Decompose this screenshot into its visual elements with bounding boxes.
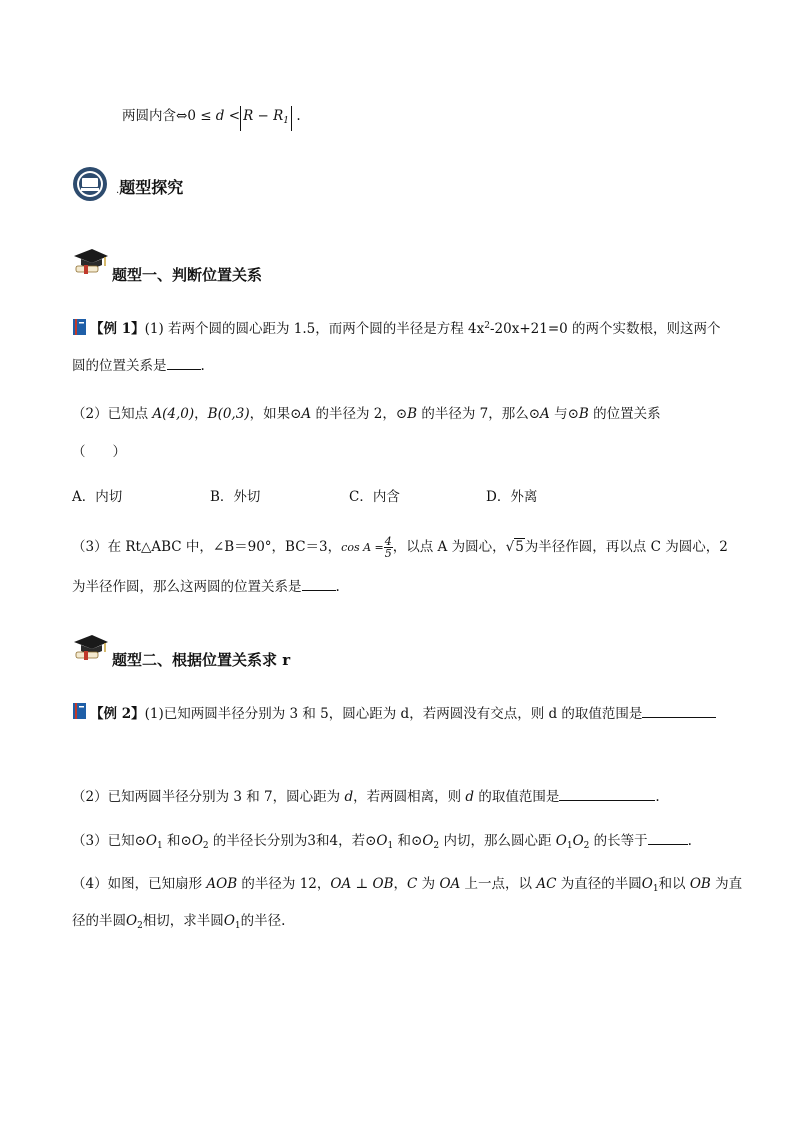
ex2-q2-text-c: 的取值范围是 [474, 789, 560, 805]
q4-line2-a: 径的半圆 [72, 913, 126, 929]
o-label-2: O [191, 833, 203, 849]
ex1-q1-line2-text: 圆的位置关系是 [72, 358, 167, 374]
o1-sub: 1 [652, 884, 659, 894]
ex2-label: 【例 2】 [90, 706, 145, 722]
section-title: 题型探究 [119, 178, 184, 197]
sqrt-radicand: 5 [515, 539, 524, 555]
q2-text-f: 与⊙ [549, 406, 579, 422]
q4-text-b: 的半径为 12， [237, 876, 331, 892]
intro-line [122, 106, 301, 131]
ex1-q1-line2 [72, 355, 205, 376]
ex1-q1-sup: 2 [484, 321, 490, 331]
section-heading [116, 175, 183, 198]
q2-text-e: 的半径为 7，那么⊙ [417, 406, 541, 422]
o-label-3: O [376, 833, 388, 849]
q4-line2-c: 的半径. [240, 913, 286, 929]
ex2-q3-text-f: 的长等于 [589, 833, 648, 849]
circle-b-label: B [407, 406, 418, 422]
ex2-q1 [90, 703, 716, 724]
ex2-q3 [72, 830, 692, 856]
sub-4: 2 [433, 841, 440, 851]
ex2-q4-line2 [72, 911, 285, 936]
choice-d[interactable]: D．外离 [486, 489, 538, 505]
r-expr: R − R [243, 108, 284, 124]
answer-blank[interactable] [167, 355, 201, 370]
ex2-q4-line1 [72, 874, 742, 899]
book-icon-2 [72, 702, 88, 720]
sqrt: √5 [505, 539, 524, 555]
q2-text-b: ， [194, 406, 208, 422]
ex2-q2-end: . [655, 789, 660, 805]
segment-oa: OA [439, 876, 461, 892]
intro-text: 两圆内含 [122, 108, 176, 124]
q3-text-b: ，以点 A 为圆心， [392, 539, 506, 555]
ex2-q3-end: . [687, 833, 692, 849]
condition-text: 0 ≤ [187, 108, 216, 124]
answer-blank-4[interactable] [559, 786, 655, 801]
fraction-den: 5 [384, 547, 392, 560]
sub-1: 1 [156, 841, 163, 851]
o2-label: O [126, 913, 138, 929]
var-d-2: d [344, 789, 354, 805]
choice-a[interactable]: A．内切 [72, 489, 123, 505]
q4-text-h: 为直 [710, 876, 743, 892]
book-icon [72, 318, 88, 336]
ex2-q2 [72, 786, 660, 807]
point-b: B(0,3) [207, 406, 250, 422]
q3-line2-text: 为半径作圆，那么这两圆的位置关系是 [72, 579, 302, 595]
q4-text-g: 和以 [658, 876, 690, 892]
ex1-q1-end: . [200, 358, 205, 374]
graduation-cap-icon-2 [72, 632, 110, 662]
segment-ac: AC [536, 876, 557, 892]
perp-expr: OA ⊥ OB [330, 876, 394, 892]
o1-label: O [641, 876, 653, 892]
o1-sub-2: 1 [234, 921, 241, 931]
o1-label-2: O [223, 913, 235, 929]
q3-text-a: （3）在 Rt△ABC 中，∠B＝90°，BC＝3， [72, 539, 342, 555]
o-label-4: O [422, 833, 434, 849]
abs-value [240, 106, 292, 131]
q3-text-c: 为半径作圆，再以点 C 为圆心，2 [524, 539, 728, 555]
choice-c[interactable]: C．内含 [349, 489, 400, 505]
q2-text-c: ，如果⊙ [249, 406, 302, 422]
sub-5: 1 [566, 841, 573, 851]
ex1-q1-text-a: (1) 若两个圆的圆心距为 1.5，而两个圆的半径是方程 4x [144, 321, 485, 337]
condition-text-2: < [224, 108, 241, 124]
ex2-q2-text-a: （2）已知两圆半径分别为 3 和 7，圆心距为 [72, 789, 345, 805]
ex2-q1-text: (1)已知两圆半径分别为 3 和 5，圆心距为 d，若两圆没有交点，则 d 的取值范围是 [144, 706, 643, 722]
ex1-label: 【例 1】 [90, 321, 145, 337]
section-dot: . [116, 185, 120, 196]
iff-symbol: ⇔ [176, 108, 188, 124]
answer-blank-2[interactable] [302, 576, 336, 591]
sector-aob: AOB [206, 876, 238, 892]
sub-6: 2 [583, 841, 590, 851]
fraction [384, 536, 393, 559]
circle-a-label-2: A [540, 406, 550, 422]
ex2-q3-text-a: （3）已知⊙ [72, 833, 146, 849]
o-label: O [145, 833, 157, 849]
intro-end: . [292, 108, 301, 124]
q2-text-a: （2）已知点 [72, 406, 153, 422]
q4-text-c: ， [393, 876, 407, 892]
type1-title: 题型一、判断位置关系 [112, 266, 263, 284]
q2-text-d: 的半径为 2，⊙ [311, 406, 408, 422]
circle-b-label-2: B [578, 406, 589, 422]
o-label-6: O [572, 833, 584, 849]
answer-blank-5[interactable] [648, 830, 688, 845]
graduation-cap-icon [72, 246, 110, 276]
q3-end: . [335, 579, 340, 595]
q4-line2-b: 相切，求半圆 [142, 913, 224, 929]
point-c: C [407, 876, 418, 892]
o-label-5: O [555, 833, 567, 849]
answer-blank-3[interactable] [642, 703, 716, 718]
ex1-q2-line1 [72, 404, 661, 424]
q4-text-e: 上一点，以 [460, 876, 537, 892]
var-d-3: d [465, 789, 475, 805]
cos-expr: cos A = [341, 541, 384, 554]
point-a: A(4,0) [152, 406, 195, 422]
q2-text-g: 的位置关系 [588, 406, 661, 422]
q4-text-a: （4）如图，已知扇形 [72, 876, 207, 892]
var-d: d [215, 108, 225, 124]
ex2-q3-text-c: 的半径长分别为3和4，若⊙ [208, 833, 377, 849]
q4-text-f: 为直径的半圆 [556, 876, 642, 892]
sub-3: 1 [387, 841, 394, 851]
ex1-q1-text-b: -20x+21=0 的两个实数根，则这两个 [490, 321, 721, 337]
ex1-q3-line1 [72, 536, 728, 559]
r-sub: 1 [283, 116, 290, 126]
circle-a-label: A [301, 406, 312, 422]
ex2-q2-text-b: ，若两圆相离，则 [353, 789, 466, 805]
answer-paren[interactable]: （ ） [72, 444, 126, 460]
fraction-num: 4 [384, 535, 392, 548]
sub-2: 2 [202, 841, 209, 851]
segment-ob: OB [689, 876, 711, 892]
choice-b[interactable]: B．外切 [210, 489, 261, 505]
ex2-q3-text-d: 和⊙ [393, 833, 423, 849]
type2-title: 题型二、根据位置关系求 r [112, 651, 291, 669]
o2-sub: 2 [137, 921, 143, 931]
ex1-q3-line2 [72, 576, 340, 597]
ex1-q1-line1 [90, 316, 721, 339]
ex2-q3-text-b: 和⊙ [162, 833, 192, 849]
section-badge-icon [72, 166, 108, 202]
q4-text-d: 为 [417, 876, 440, 892]
ex2-q3-text-e: 内切，那么圆心距 [439, 833, 556, 849]
